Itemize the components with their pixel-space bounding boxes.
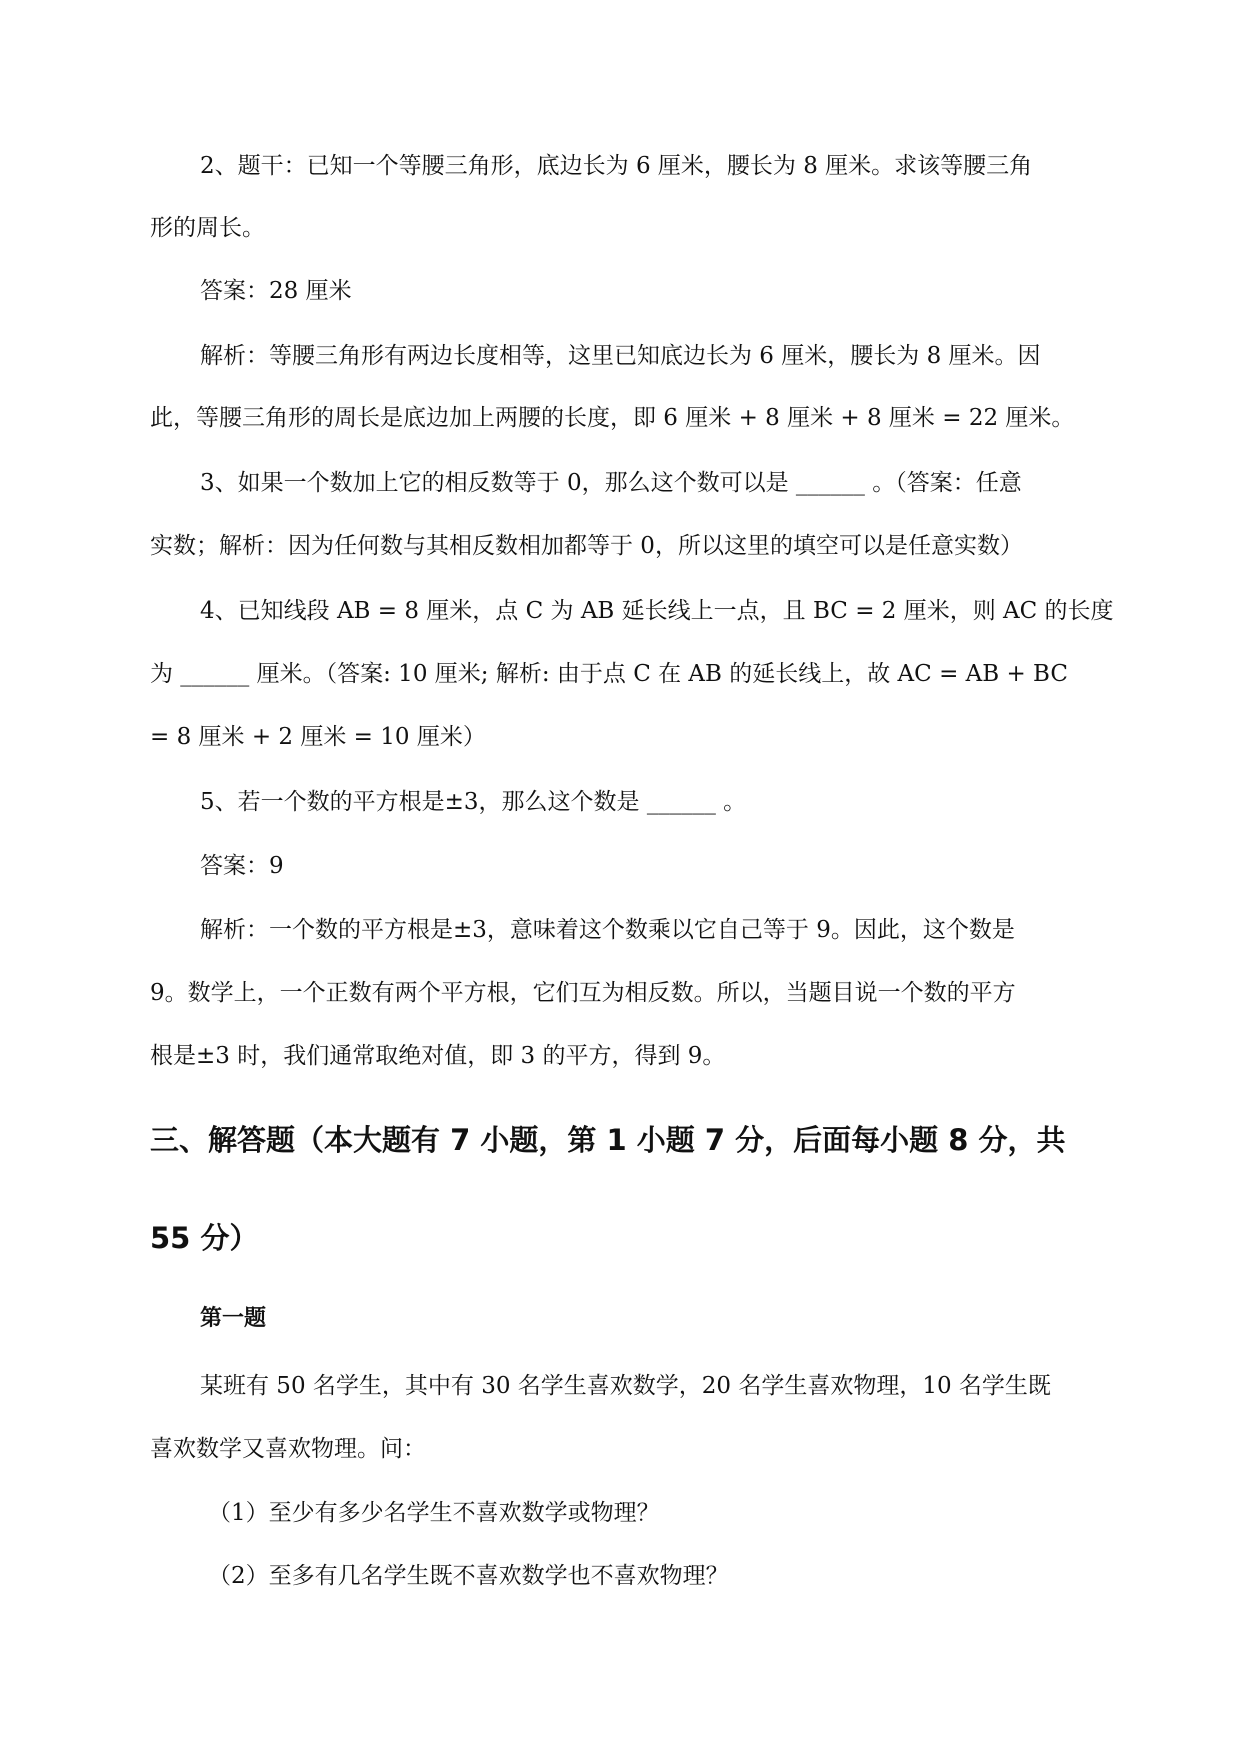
question-title: 第一题 <box>200 1306 267 1331</box>
sub-question-1: （1）至少有多少名学生不喜欢数学或物理？ <box>208 1500 660 1526</box>
q5-analysis-line-2: 9。数学上，一个正数有两个平方根，它们互为相反数。所以，当题目说一个数的平方 <box>150 980 1016 1006</box>
section-heading-line-2: 55 分） <box>150 1221 259 1255</box>
q5-analysis-line-1: 解析：一个数的平方根是±3，意味着这个数乘以它自己等于 9。因此，这个数是 <box>200 917 1015 943</box>
q4-line-3: = 8 厘米 + 2 厘米 = 10 厘米） <box>150 724 486 750</box>
q3-line-1: 3、如果一个数加上它的相反数等于 0，那么这个数可以是 ______ 。（答案：任意 <box>200 470 1022 496</box>
section-heading-line-1: 三、解答题（本大题有 7 小题，第 1 小题 7 分，后面每小题 8 分，共 <box>150 1123 1066 1157</box>
q5-analysis-line-3: 根是±3 时，我们通常取绝对值，即 3 的平方，得到 9。 <box>150 1043 726 1069</box>
q2-analysis-line-2: 此，等腰三角形的周长是底边加上两腰的长度，即 6 厘米 + 8 厘米 + 8 厘米 = 22 厘米。 <box>150 405 1075 431</box>
sub-question-2: （2）至多有几名学生既不喜欢数学也不喜欢物理？ <box>208 1563 729 1589</box>
q4-line-2: 为 ______ 厘米。（答案: 10 厘米; 解析: 由于点 C 在 AB 的延长线上，故 AC = AB + BC <box>150 661 1068 687</box>
q2-stem-line-2: 形的周长。 <box>150 215 265 241</box>
q2-answer: 答案：28 厘米 <box>200 278 352 304</box>
q5-answer: 答案：9 <box>200 853 284 879</box>
q2-stem-line-1: 2、题干：已知一个等腰三角形，底边长为 6 厘米，腰长为 8 厘米。求该等腰三角 <box>200 153 1033 179</box>
q5-stem: 5、若一个数的平方根是±3，那么这个数是 ______ 。 <box>200 789 747 815</box>
question-stem-line-1: 某班有 50 名学生，其中有 30 名学生喜欢数学，20 名学生喜欢物理，10 名学生既 <box>200 1373 1051 1399</box>
q4-line-1: 4、已知线段 AB = 8 厘米，点 C 为 AB 延长线上一点，且 BC = 2 厘米，则 AC 的长度 <box>200 598 1114 624</box>
q2-analysis-line-1: 解析：等腰三角形有两边长度相等，这里已知底边长为 6 厘米，腰长为 8 厘米。因 <box>200 343 1041 369</box>
question-stem-line-2: 喜欢数学又喜欢物理。问： <box>150 1436 426 1462</box>
q3-line-2: 实数；解析：因为任何数与其相反数相加都等于 0，所以这里的填空可以是任意实数） <box>150 533 1023 559</box>
